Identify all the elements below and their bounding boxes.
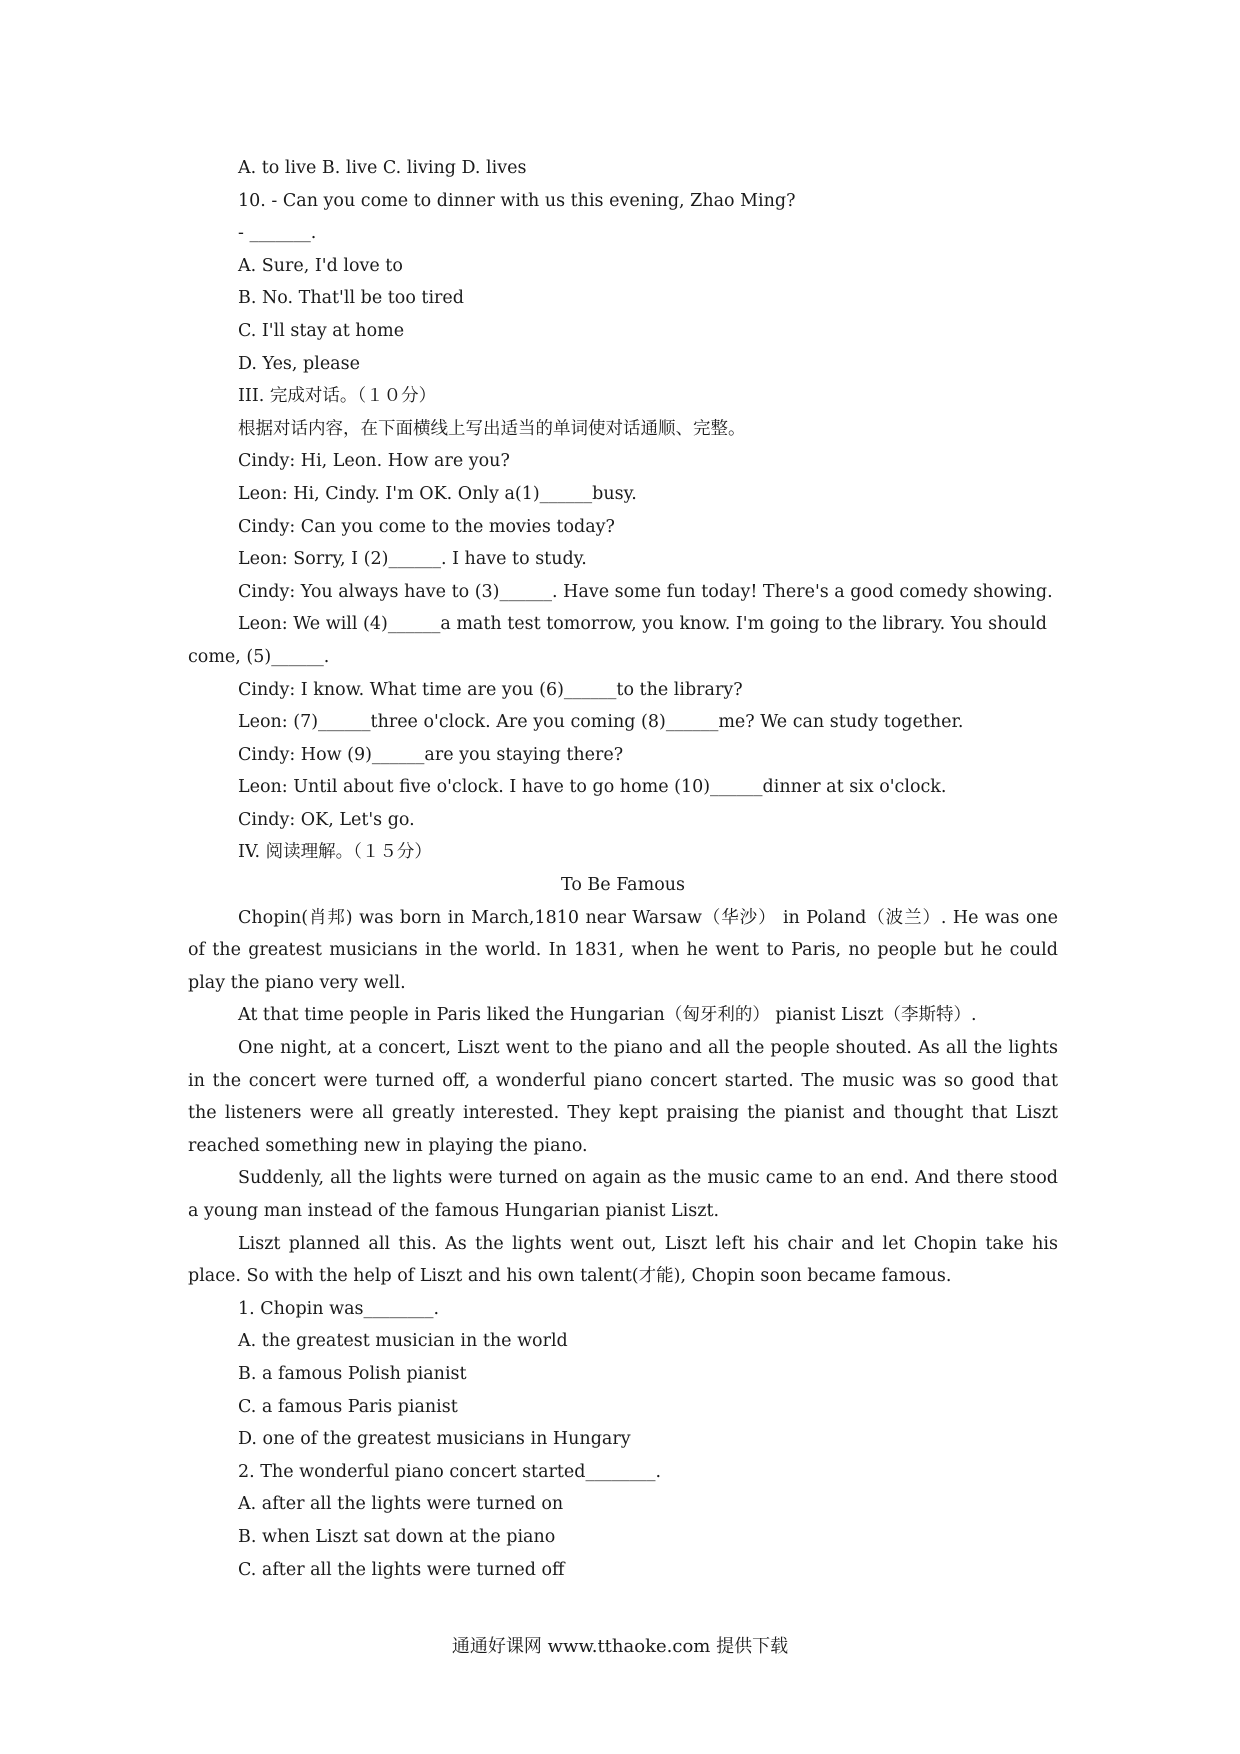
q10-option-c: C. I'll stay at home [238, 320, 405, 341]
dialogue-line: Cindy: How (9)______are you staying there? [238, 744, 624, 765]
q10-answer-blank: - _______. [238, 223, 317, 244]
dialogue-line: Cindy: OK, Let's go. [238, 809, 415, 830]
passage-paragraph: At that time people in Paris liked the Hungarian（匈牙利的） pianist Liszt（李斯特）. [238, 1005, 977, 1026]
passage-paragraph: Liszt planned all this. As the lights went out, Liszt left his chair and let Chopin take his place. So with the help of Liszt and his own talent(才能), Chopin soon became famous. [188, 1233, 1058, 1287]
dialogue-line: Cindy: I know. What time are you (6)______to the library? [238, 679, 743, 700]
passage-title: To Be Famous [561, 875, 685, 896]
dialogue-line: Cindy: Can you come to the movies today? [238, 516, 615, 537]
question-2-option-a: A. after all the lights were turned on [238, 1494, 564, 1515]
q10-option-b: B. No. That'll be too tired [238, 288, 464, 309]
dialogue-line: Leon: (7)______three o'clock. Are you coming (8)______me? We can study together. [238, 712, 964, 733]
section4-heading: IV. 阅读理解。（１５分） [238, 842, 432, 863]
dialogue-line: Cindy: You always have to (3)______. Have some fun today! There's a good comedy showing. [238, 581, 1053, 602]
question-1-stem: 1. Chopin was________. [238, 1298, 440, 1319]
dialogue-line: Cindy: Hi, Leon. How are you? [238, 451, 510, 472]
passage-paragraph: Chopin(肖邦) was born in March,1810 near Warsaw（华沙） in Poland（波兰）. He was one of the greatest musicians in the world. In 1831, when he went to Paris, no people but he could play the piano very well. [188, 907, 1058, 993]
question-1-option-b: B. a famous Polish pianist [238, 1363, 467, 1384]
dialogue-line: Leon: Hi, Cindy. I'm OK. Only a(1)______busy. [238, 483, 637, 504]
question-2-option-b: B. when Liszt sat down at the piano [238, 1526, 556, 1547]
dialogue-line-wrap-second: come, (5)______. [188, 646, 330, 667]
dialogue-line: Leon: Sorry, I (2)______. I have to study. [238, 549, 587, 570]
question-2-stem: 2. The wonderful piano concert started________. [238, 1461, 662, 1482]
page-footer: 通通好课网 www.tthaoke.com 提供下载 [451, 1636, 789, 1657]
dialogue-line-wrap-first: Leon: We will (4)______a math test tomorrow, you know. I'm going to the library. You should [238, 614, 1047, 635]
question-1-option-a: A. the greatest musician in the world [238, 1331, 568, 1352]
q10-option-a: A. Sure, I'd love to [238, 255, 403, 276]
question-1-option-d: D. one of the greatest musicians in Hungary [238, 1429, 631, 1450]
q10-option-d: D. Yes, please [238, 353, 360, 374]
section3-heading: III. 完成对话。（１０分） [238, 386, 437, 407]
section3-instruction: 根据对话内容，在下面横线上写出适当的单词使对话通顺、完整。 [238, 418, 746, 439]
question-2-option-c: C. after all the lights were turned off [238, 1559, 565, 1580]
q10-question: 10. - Can you come to dinner with us this evening, Zhao Ming? [238, 190, 796, 211]
passage-paragraph: Suddenly, all the lights were turned on again as the music came to an end. And there stood a young man instead of the famous Hungarian pianist Liszt. [188, 1168, 1058, 1221]
exam-page [188, 152, 1058, 1586]
question-1-option-c: C. a famous Paris pianist [238, 1396, 458, 1417]
q9-options: A. to live B. live C. living D. lives [238, 158, 527, 178]
passage-paragraph: One night, at a concert, Liszt went to the piano and all the people shouted. As all the lights in the concert were turned off, a wonderful piano concert started. The music was so good that the listeners were all greatly interested. They kept praising the pianist and thought that Liszt reached something new in playing the piano. [188, 1038, 1058, 1156]
dialogue-line: Leon: Until about five o'clock. I have to go home (10)______dinner at six o'clock. [238, 777, 947, 798]
